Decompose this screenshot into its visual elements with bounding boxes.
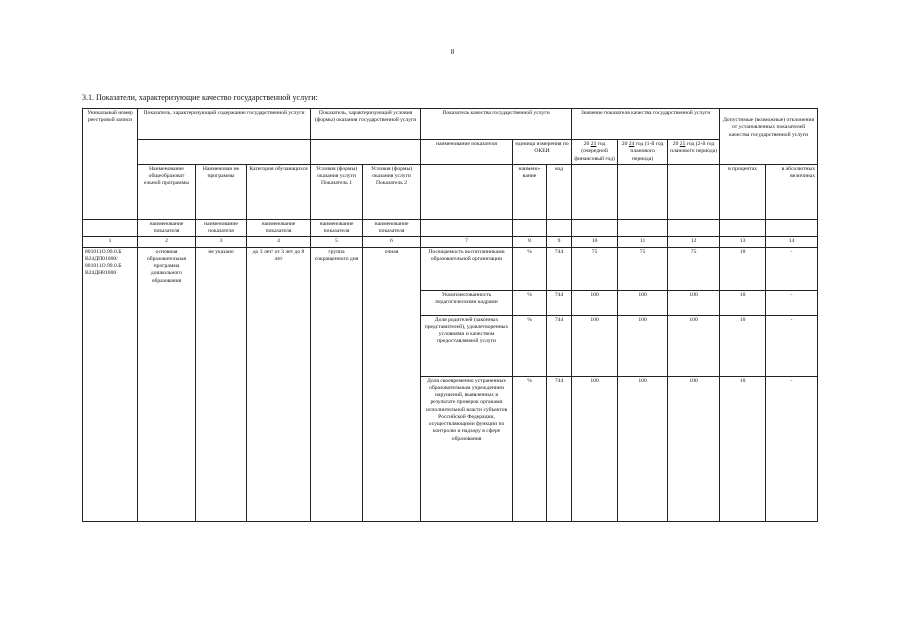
sub-c11 — [618, 164, 668, 219]
table-subheader-row — [83, 164, 818, 219]
indicator-v2: 100 — [618, 290, 668, 315]
colnum: 11 — [618, 237, 668, 247]
year1-suffix: год (очередной финансовый год) — [574, 141, 615, 162]
indicator-v1: 75 — [572, 247, 618, 290]
page-number: 8 — [450, 48, 455, 56]
spacer — [138, 140, 311, 165]
indicator-unit: % — [513, 376, 547, 521]
header-content-indicator: Показатель, характеризующий содержание государственной услуги — [138, 109, 311, 140]
name-c2: наименование показателя — [138, 219, 196, 237]
year2-suffix: год (1-й год планового периода) — [630, 141, 664, 162]
colnum: 6 — [363, 237, 421, 247]
sub-c14: в абсолютных величинах — [766, 164, 818, 219]
indicator-pct: 10 — [720, 290, 766, 315]
sub-c9: код — [547, 164, 572, 219]
header-quality-indicator: Показатель качества государственной услуги — [421, 109, 572, 140]
record-program: основная образовательная программа дошкольного образования — [138, 247, 196, 521]
record-program-name: не указано — [196, 247, 247, 521]
header-conditions-indicator: Показатель, характеризующий условия (формы) оказания государственной услуги — [311, 109, 421, 140]
colnum: 5 — [311, 237, 363, 247]
colnum: 12 — [668, 237, 720, 247]
table-header-row — [83, 109, 818, 140]
colnum: 3 — [196, 237, 247, 247]
record-unique-number: 801011О.99.0.Б В24ДП01000/ 801011О.99.0.Б В24ДН81000 — [83, 247, 138, 521]
colnum: 10 — [572, 237, 618, 247]
record-category: до 3 лет/ от 3 лет до 8 лет — [247, 247, 311, 521]
year1-prefix: 20 — [583, 141, 590, 147]
sub-c10 — [572, 164, 618, 219]
name-c1 — [83, 219, 138, 237]
name-c10 — [572, 219, 618, 237]
indicator-abs: - — [766, 247, 818, 290]
name-c4: наименование показателя — [247, 219, 311, 237]
indicator-v3: 100 — [668, 290, 720, 315]
indicator-name: Доля своевременно устраненных образовательным учреждением нарушений, выявленных в результате проверок органами исполнительной власти субъектов Российской Федерации, осуществляющими функции по контролю и надзору в сфере образования — [421, 376, 513, 521]
indicator-v2: 100 — [618, 315, 668, 376]
name-c3: наименование показателя — [196, 219, 247, 237]
name-c12 — [668, 219, 720, 237]
name-c11 — [618, 219, 668, 237]
colnum: 4 — [247, 237, 311, 247]
colnum: 1 — [83, 237, 138, 247]
indicator-unit: % — [513, 247, 547, 290]
sub-c6: Условия (формы) оказания услуги Показатель 2 — [363, 164, 421, 219]
colnum: 7 — [421, 237, 513, 247]
year3-num: 25 — [679, 141, 686, 147]
colnum: 13 — [720, 237, 766, 247]
name-c9 — [547, 219, 572, 237]
colnum: 9 — [547, 237, 572, 247]
indicator-unit: % — [513, 290, 547, 315]
indicator-abs: - — [766, 376, 818, 521]
name-c6: наименование показателя — [363, 219, 421, 237]
name-c8 — [513, 219, 547, 237]
colnum: 14 — [766, 237, 818, 247]
indicator-v2: 100 — [618, 376, 668, 521]
record-condition-1: группа сокращенного дня — [311, 247, 363, 521]
indicator-v2: 75 — [618, 247, 668, 290]
indicator-pct: 10 — [720, 376, 766, 521]
sub-c8: наимено-вание — [513, 164, 547, 219]
indicator-abs: - — [766, 315, 818, 376]
header-indicator-name: наименование показателя — [421, 140, 513, 165]
sub-c12 — [668, 164, 720, 219]
indicator-name: Доля родителей (законных представителей), удовлетворенных условиями и качеством предоставляемой услуги — [421, 315, 513, 376]
record-condition-2: очная — [363, 247, 421, 521]
name-c7 — [421, 219, 513, 237]
year2-num: 24 — [628, 141, 635, 147]
indicator-code: 744 — [547, 290, 572, 315]
table-name-row — [83, 219, 818, 237]
indicator-v1: 100 — [572, 315, 618, 376]
table-row — [83, 247, 818, 290]
sub-c13: в процентах — [720, 164, 766, 219]
sub-c2: Наименование общеобразоват ельной программы — [138, 164, 196, 219]
indicator-v3: 100 — [668, 315, 720, 376]
indicator-v1: 100 — [572, 376, 618, 521]
year2-prefix: 20 — [621, 141, 628, 147]
section-heading: 3.1. Показатели, характеризующие качество государственной услуги: — [82, 93, 318, 102]
indicator-pct: 10 — [720, 315, 766, 376]
colnum: 8 — [513, 237, 547, 247]
year1-num: 23 — [590, 141, 597, 147]
table-header-row-2 — [83, 140, 818, 165]
name-c13 — [720, 219, 766, 237]
header-unique-number: Уникальный номер реестровой записи — [83, 109, 138, 220]
header-year-3 — [668, 140, 720, 165]
indicator-abs: - — [766, 290, 818, 315]
year3-prefix: 20 — [672, 141, 679, 147]
sub-c3: Наименован ие программы — [196, 164, 247, 219]
name-c14 — [766, 219, 818, 237]
indicator-name: Посещаемость воспитанниками образовательной организации — [421, 247, 513, 290]
sub-c5: Условия (формы) оказания услуги Показатель 1 — [311, 164, 363, 219]
sub-c4: Категория обучающихся — [247, 164, 311, 219]
column-number-row — [83, 237, 818, 247]
indicator-v1: 100 — [572, 290, 618, 315]
header-year-2 — [618, 140, 668, 165]
spacer — [311, 140, 421, 165]
quality-indicators-table — [82, 108, 818, 522]
indicator-v3: 75 — [668, 247, 720, 290]
year3-suffix: год (2-й год планового периода) — [670, 141, 718, 155]
header-year-1 — [572, 140, 618, 165]
indicator-code: 744 — [547, 247, 572, 290]
indicator-code: 744 — [547, 376, 572, 521]
colnum: 2 — [138, 237, 196, 247]
indicator-unit: % — [513, 315, 547, 376]
indicator-pct: 10 — [720, 247, 766, 290]
indicator-v3: 100 — [668, 376, 720, 521]
indicator-code: 744 — [547, 315, 572, 376]
header-unit-okei: единица измерения по ОКЕИ — [513, 140, 572, 165]
name-c5: наименование показателя — [311, 219, 363, 237]
header-quality-values: Значение показателя качества государственной услуги — [572, 109, 720, 140]
sub-c7 — [421, 164, 513, 219]
header-deviations: Допустимые (возможные) отклонения от установленных показателей качества государственной услуги — [720, 109, 818, 165]
indicator-name: Укомплектованность педагогическими кадрами — [421, 290, 513, 315]
